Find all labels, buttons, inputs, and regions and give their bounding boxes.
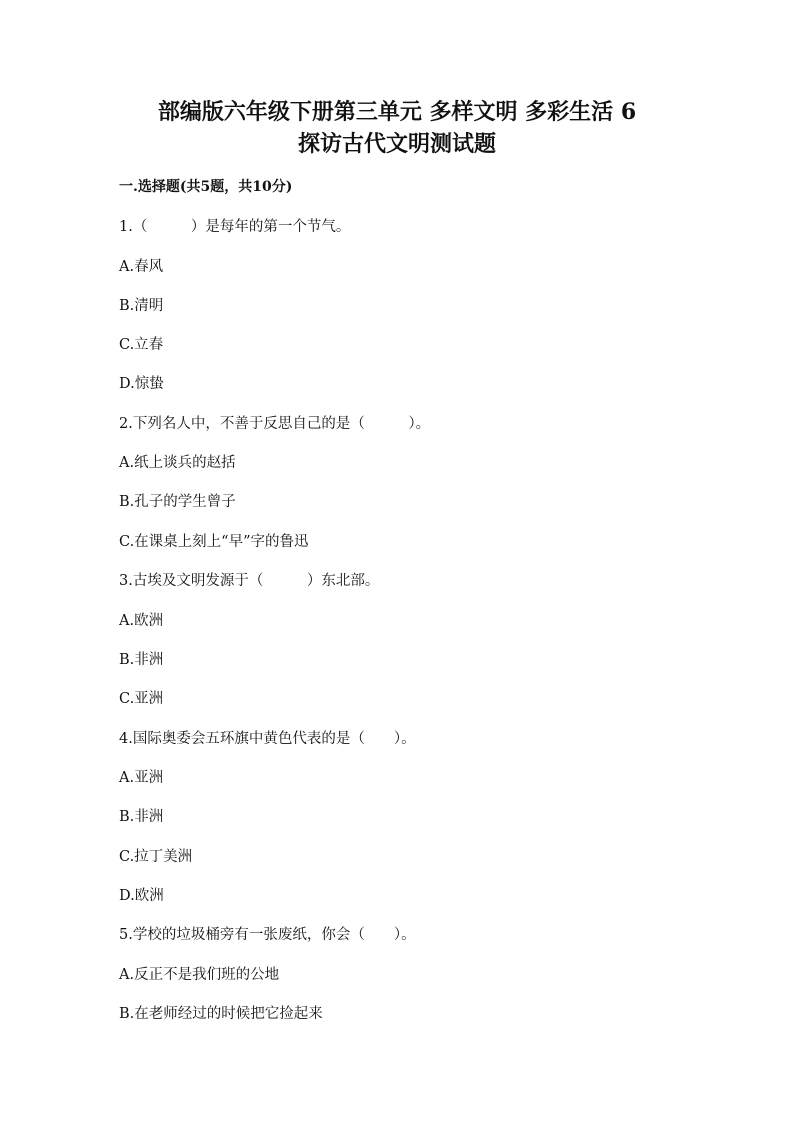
question-5-option-a: A.反正不是我们班的公地 — [119, 967, 280, 983]
question-5-stem: 5.学校的垃圾桶旁有一张废纸，你会（ ）。 — [119, 927, 416, 943]
question-3-option-a: A.欧洲 — [119, 613, 164, 629]
question-4-stem: 4.国际奥委会五环旗中黄色代表的是（ ）。 — [119, 731, 416, 747]
question-1-stem: 1.（ ）是每年的第一个节气。 — [119, 219, 351, 235]
question-2-option-b: B.孔子的学生曾子 — [119, 494, 236, 510]
question-4-option-a: A.亚洲 — [119, 770, 164, 786]
question-2-option-a: A.纸上谈兵的赵括 — [119, 455, 236, 471]
question-4-option-c: C.拉丁美洲 — [119, 849, 193, 865]
question-3-option-b: B.非洲 — [119, 652, 164, 668]
question-2-option-c: C.在课桌上刻上“早”字的鲁迅 — [119, 534, 309, 550]
question-3-option-c: C.亚洲 — [119, 691, 164, 707]
question-3-stem: 3.古埃及文明发源于（ ）东北部。 — [119, 573, 380, 589]
question-4-option-d: D.欧洲 — [119, 888, 164, 904]
question-1-option-b: B.清明 — [119, 298, 164, 314]
question-1-option-a: A.春风 — [119, 259, 164, 275]
section-heading: 一.选择题(共5题，共10分) — [119, 179, 293, 195]
document-title-line-2: 探访古代文明测试题 — [297, 131, 496, 157]
question-1-option-c: C.立春 — [119, 337, 164, 353]
document-title-line-1: 部编版六年级下册第三单元 多样文明 多彩生活 6 — [157, 99, 637, 125]
question-4-option-b: B.非洲 — [119, 809, 164, 825]
question-5-option-b: B.在老师经过的时候把它捡起来 — [119, 1006, 323, 1022]
question-1-option-d: D.惊蛰 — [119, 376, 164, 392]
question-2-stem: 2.下列名人中，不善于反思自己的是（ ）。 — [119, 416, 431, 432]
